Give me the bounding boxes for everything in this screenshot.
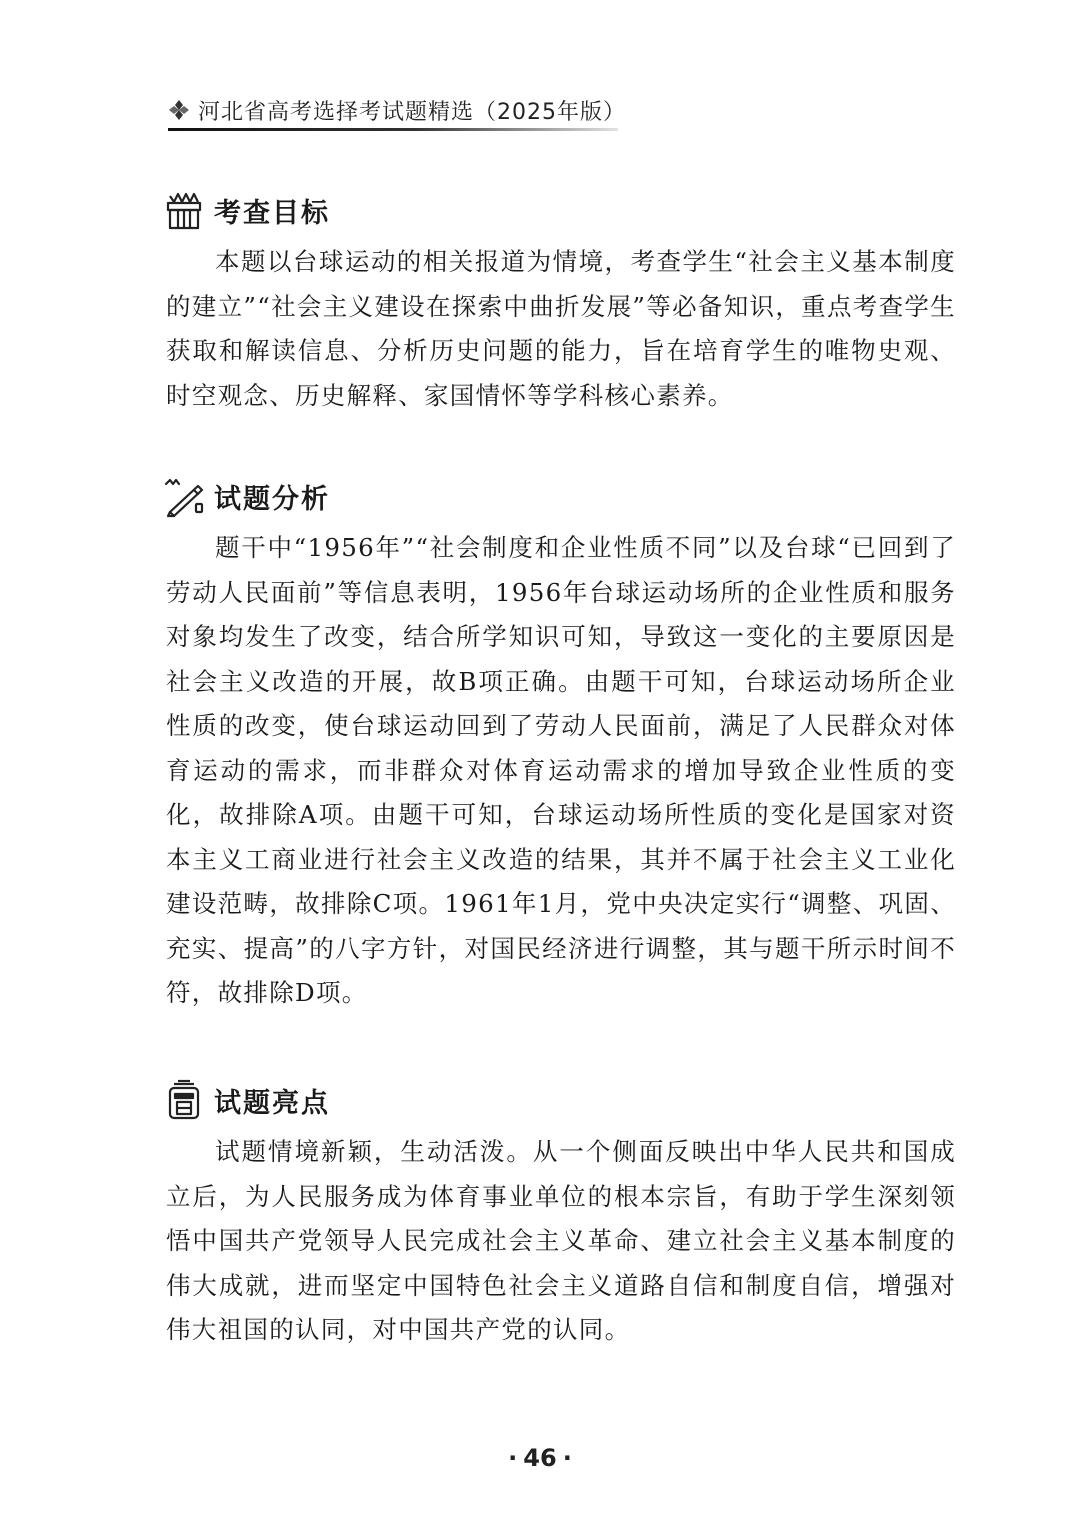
header-rule bbox=[168, 128, 618, 131]
page-number-value: 46 bbox=[523, 1444, 557, 1472]
section-heading-highlights bbox=[162, 1078, 330, 1122]
running-header-title: 河北省高考选择考试题精选（2025年版） bbox=[198, 99, 626, 125]
running-header bbox=[168, 92, 626, 128]
diamond-ornament-icon bbox=[168, 99, 190, 121]
lamp-icon bbox=[162, 1078, 206, 1122]
page-number-dot: · bbox=[562, 1444, 572, 1472]
section-heading-analysis bbox=[162, 474, 330, 518]
page-number bbox=[0, 1444, 1080, 1472]
section-heading-objectives bbox=[162, 188, 330, 232]
highlights-paragraph: 试题情境新颖，生动活泼。从一个侧面反映出中华人民共和国成立后，为人民服务成为体育事业单位的根本宗旨，有助于学生深刻领悟中国共产党领导人民完成社会主义革命、建立社会主义基本制度的伟大成就，进而坚定中国特色社会主义道路自信和制度自信，增强对伟大祖国的认同，对中国共产党的认同。 bbox=[166, 1137, 956, 1344]
pencil-icon bbox=[162, 474, 206, 518]
section-title: 试题亮点 bbox=[214, 1087, 330, 1119]
gift-box-icon bbox=[162, 188, 206, 232]
analysis-paragraph: 题干中“1956年”“社会制度和企业性质不同”以及台球“已回到了劳动人民面前”等信息表明，1956年台球运动场所的企业性质和服务对象均发生了改变，结合所学知识可知，导致这一变化的主要原因是社会主义改造的开展，故B项正确。由题干可知，台球运动场所企业性质的改变，使台球运动回到了劳动人民面前，满足了人民群众对体育运动的需求，而非群众对体育运动需求的增加导致企业性质的变化，故排除A项。由题干可知，台球运动场所性质的变化是国家对资本主义工商业进行社会主义改造的结果，其并不属于社会主义工业化建设范畴，故排除C项。1961年1月，党中央决定实行“调整、巩固、充实、提高”的八字方针，对国民经济进行调整，其与题干所示时间不符，故排除D项。 bbox=[166, 533, 956, 1007]
section-title: 考查目标 bbox=[214, 197, 330, 229]
page-number-dot: · bbox=[508, 1444, 518, 1472]
section-title: 试题分析 bbox=[214, 483, 330, 515]
objectives-paragraph: 本题以台球运动的相关报道为情境，考查学生“社会主义基本制度的建立”“社会主义建设在探索中曲折发展”等必备知识，重点考查学生获取和解读信息、分析历史问题的能力，旨在培育学生的唯物史观、时空观念、历史解释、家国情怀等学科核心素养。 bbox=[166, 247, 956, 410]
